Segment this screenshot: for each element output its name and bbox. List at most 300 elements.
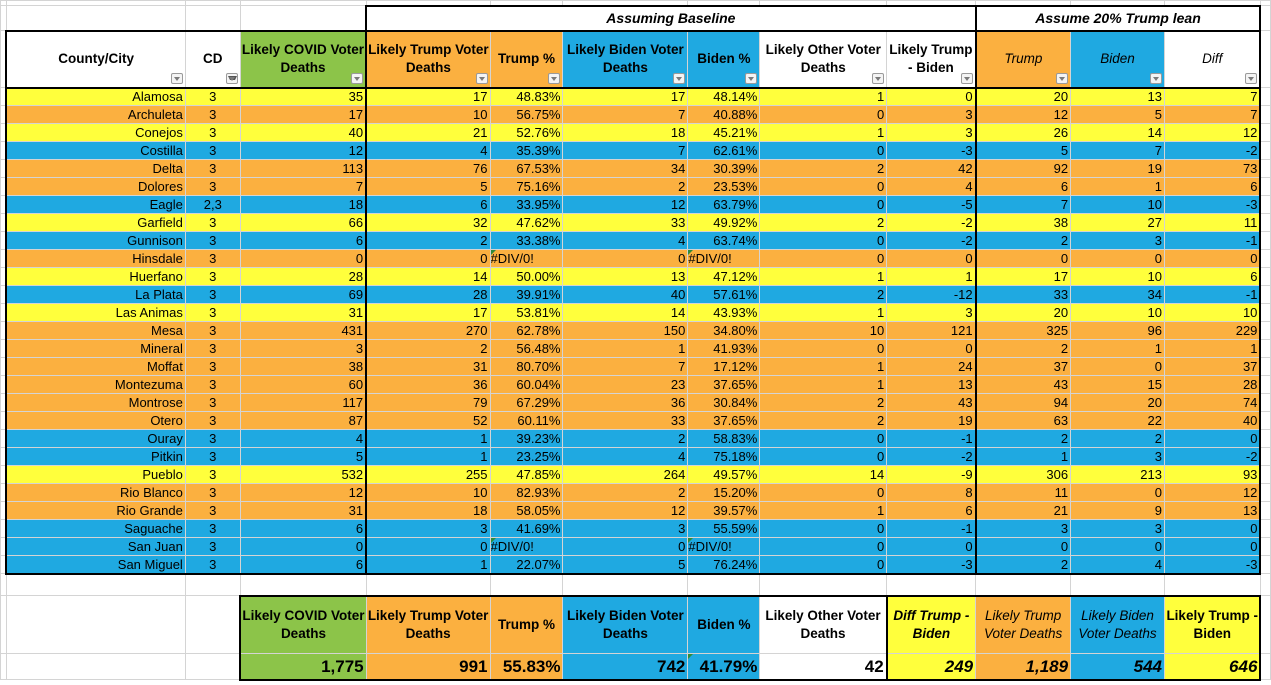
data-cell[interactable]: 14: [760, 466, 887, 484]
data-cell[interactable]: 13: [1071, 88, 1165, 106]
data-cell[interactable]: 53.81%: [490, 304, 563, 322]
total-cell[interactable]: 646: [1165, 654, 1261, 680]
county-name-cell[interactable]: Otero: [6, 412, 185, 430]
data-cell[interactable]: 38: [976, 214, 1071, 232]
data-cell[interactable]: 82.93%: [490, 484, 563, 502]
county-name-cell[interactable]: Costilla: [6, 142, 185, 160]
filter-dropdown-icon[interactable]: [872, 73, 884, 84]
data-cell[interactable]: 37: [976, 358, 1071, 376]
data-cell[interactable]: 92: [976, 160, 1071, 178]
data-cell[interactable]: 2: [366, 340, 490, 358]
data-cell[interactable]: 56.48%: [490, 340, 563, 358]
total-cell[interactable]: 1,775: [240, 654, 366, 680]
total-cell[interactable]: 249: [887, 654, 976, 680]
data-cell[interactable]: 3: [185, 250, 240, 268]
total-cell[interactable]: 1,189: [976, 654, 1071, 680]
empty-cell[interactable]: [1260, 6, 1270, 31]
county-name-cell[interactable]: Gunnison: [6, 232, 185, 250]
data-cell[interactable]: 20: [1071, 394, 1165, 412]
data-cell[interactable]: 24: [887, 358, 976, 376]
data-cell[interactable]: 73: [1165, 160, 1261, 178]
data-cell[interactable]: 22: [1071, 412, 1165, 430]
empty-cell[interactable]: [185, 654, 240, 680]
data-cell[interactable]: 3: [185, 106, 240, 124]
data-cell[interactable]: 7: [976, 196, 1071, 214]
data-cell[interactable]: 96: [1071, 322, 1165, 340]
data-cell[interactable]: 3: [185, 304, 240, 322]
data-cell[interactable]: 63.79%: [688, 196, 760, 214]
header-lean-trump[interactable]: [976, 31, 1071, 88]
data-cell[interactable]: 33: [563, 214, 688, 232]
data-cell[interactable]: 52.76%: [490, 124, 563, 142]
data-cell[interactable]: 0: [1165, 538, 1261, 556]
empty-cell[interactable]: [1260, 31, 1270, 88]
data-cell[interactable]: 13: [563, 268, 688, 286]
data-cell[interactable]: 121: [887, 322, 976, 340]
data-cell[interactable]: 150: [563, 322, 688, 340]
data-cell[interactable]: 1: [1071, 340, 1165, 358]
footer-label[interactable]: Diff Trump - Biden: [887, 596, 976, 654]
data-cell[interactable]: 63: [976, 412, 1071, 430]
county-name-cell[interactable]: Dolores: [6, 178, 185, 196]
data-cell[interactable]: 2: [760, 412, 887, 430]
empty-cell[interactable]: [688, 574, 760, 596]
data-cell[interactable]: 4: [563, 448, 688, 466]
empty-cell[interactable]: [1260, 286, 1270, 304]
empty-cell[interactable]: [240, 574, 366, 596]
data-cell[interactable]: 28: [240, 268, 366, 286]
data-cell[interactable]: -1: [887, 430, 976, 448]
data-cell[interactable]: 12: [1165, 484, 1261, 502]
data-cell[interactable]: 57.61%: [688, 286, 760, 304]
empty-cell[interactable]: [1260, 556, 1270, 574]
data-cell[interactable]: 0: [760, 250, 887, 268]
data-cell[interactable]: -9: [887, 466, 976, 484]
data-cell[interactable]: 17: [240, 106, 366, 124]
data-cell[interactable]: 12: [1165, 124, 1261, 142]
data-cell[interactable]: 41.69%: [490, 520, 563, 538]
data-cell[interactable]: 20: [976, 88, 1071, 106]
empty-cell[interactable]: [1260, 448, 1270, 466]
data-cell[interactable]: 6: [1165, 268, 1261, 286]
data-cell[interactable]: 37.65%: [688, 376, 760, 394]
empty-cell[interactable]: [6, 654, 185, 680]
data-cell[interactable]: 75.18%: [688, 448, 760, 466]
county-name-cell[interactable]: Ouray: [6, 430, 185, 448]
data-cell[interactable]: 0: [760, 106, 887, 124]
data-cell[interactable]: 87: [240, 412, 366, 430]
data-cell[interactable]: 0: [240, 250, 366, 268]
data-cell[interactable]: 67.29%: [490, 394, 563, 412]
filter-dropdown-icon[interactable]: [961, 73, 973, 84]
header-county[interactable]: [6, 31, 185, 88]
data-cell[interactable]: 3: [1071, 232, 1165, 250]
data-cell[interactable]: -5: [887, 196, 976, 214]
data-cell[interactable]: 6: [1165, 178, 1261, 196]
empty-cell[interactable]: [1260, 232, 1270, 250]
empty-cell[interactable]: [1260, 538, 1270, 556]
empty-cell[interactable]: [185, 6, 240, 31]
data-cell[interactable]: -2: [887, 232, 976, 250]
data-cell[interactable]: 255: [366, 466, 490, 484]
empty-cell[interactable]: [1260, 394, 1270, 412]
data-cell[interactable]: 3: [185, 268, 240, 286]
data-cell[interactable]: 80.70%: [490, 358, 563, 376]
county-name-cell[interactable]: Alamosa: [6, 88, 185, 106]
data-cell[interactable]: 2: [563, 430, 688, 448]
empty-cell[interactable]: [1260, 502, 1270, 520]
data-cell[interactable]: 76: [366, 160, 490, 178]
header-lean-diff[interactable]: [1165, 31, 1261, 88]
data-cell[interactable]: 10: [1071, 268, 1165, 286]
data-cell[interactable]: 3: [1071, 520, 1165, 538]
data-cell[interactable]: 47.85%: [490, 466, 563, 484]
total-cell[interactable]: 42: [760, 654, 887, 680]
data-cell[interactable]: -3: [887, 556, 976, 574]
data-cell[interactable]: 60.11%: [490, 412, 563, 430]
footer-label[interactable]: Trump %: [490, 596, 563, 654]
data-cell[interactable]: -2: [887, 214, 976, 232]
data-cell[interactable]: 94: [976, 394, 1071, 412]
empty-cell[interactable]: [1260, 106, 1270, 124]
empty-cell[interactable]: [1260, 268, 1270, 286]
footer-label[interactable]: Biden %: [688, 596, 760, 654]
total-cell[interactable]: 544: [1071, 654, 1165, 680]
data-cell[interactable]: 31: [240, 304, 366, 322]
data-cell[interactable]: 1: [563, 340, 688, 358]
data-cell[interactable]: 23.25%: [490, 448, 563, 466]
data-cell[interactable]: 1: [366, 448, 490, 466]
data-cell[interactable]: 21: [976, 502, 1071, 520]
data-cell[interactable]: -1: [1165, 286, 1261, 304]
empty-cell[interactable]: [1260, 654, 1270, 680]
data-cell[interactable]: 38: [240, 358, 366, 376]
data-cell[interactable]: 56.75%: [490, 106, 563, 124]
data-cell[interactable]: 39.57%: [688, 502, 760, 520]
data-cell[interactable]: 45.21%: [688, 124, 760, 142]
data-cell[interactable]: 7: [563, 142, 688, 160]
data-cell[interactable]: 66: [240, 214, 366, 232]
data-cell[interactable]: 7: [563, 358, 688, 376]
data-cell[interactable]: 79: [366, 394, 490, 412]
data-cell[interactable]: 0: [760, 538, 887, 556]
data-cell[interactable]: 33.38%: [490, 232, 563, 250]
empty-cell[interactable]: [6, 574, 185, 596]
county-name-cell[interactable]: Saguache: [6, 520, 185, 538]
data-cell[interactable]: 1: [760, 304, 887, 322]
data-cell[interactable]: 3: [185, 178, 240, 196]
data-cell[interactable]: 3: [887, 106, 976, 124]
data-cell[interactable]: 12: [976, 106, 1071, 124]
data-cell[interactable]: 3: [185, 232, 240, 250]
data-cell[interactable]: 2: [1071, 430, 1165, 448]
data-cell[interactable]: 43: [976, 376, 1071, 394]
data-cell[interactable]: 5: [366, 178, 490, 196]
data-cell[interactable]: 3: [185, 430, 240, 448]
data-cell[interactable]: 1: [976, 448, 1071, 466]
data-cell[interactable]: 264: [563, 466, 688, 484]
footer-label[interactable]: Likely Biden Voter Deaths: [563, 596, 688, 654]
data-cell[interactable]: 36: [563, 394, 688, 412]
data-cell[interactable]: 76.24%: [688, 556, 760, 574]
data-cell[interactable]: 35.39%: [490, 142, 563, 160]
data-cell[interactable]: 6: [240, 232, 366, 250]
data-cell[interactable]: 1: [760, 502, 887, 520]
filter-dropdown-icon[interactable]: [745, 73, 757, 84]
data-cell[interactable]: 0: [887, 340, 976, 358]
data-cell[interactable]: 32: [366, 214, 490, 232]
empty-cell[interactable]: [887, 574, 976, 596]
data-cell[interactable]: 1: [366, 430, 490, 448]
data-cell[interactable]: 62.78%: [490, 322, 563, 340]
data-cell[interactable]: 10: [366, 106, 490, 124]
data-cell[interactable]: 6: [366, 196, 490, 214]
data-cell[interactable]: 10: [1071, 196, 1165, 214]
data-cell[interactable]: 3: [185, 142, 240, 160]
data-cell[interactable]: 13: [1165, 502, 1261, 520]
data-cell[interactable]: 48.83%: [490, 88, 563, 106]
header-trump-deaths[interactable]: [366, 31, 490, 88]
data-cell[interactable]: 52: [366, 412, 490, 430]
data-cell[interactable]: 3: [1071, 448, 1165, 466]
data-cell[interactable]: 5: [1071, 106, 1165, 124]
data-cell[interactable]: 2: [760, 160, 887, 178]
data-cell[interactable]: 34.80%: [688, 322, 760, 340]
data-cell[interactable]: 37: [1165, 358, 1261, 376]
empty-cell[interactable]: [1260, 304, 1270, 322]
data-cell[interactable]: 3: [185, 394, 240, 412]
data-cell[interactable]: 0: [760, 196, 887, 214]
data-cell[interactable]: 0: [760, 556, 887, 574]
data-cell[interactable]: #DIV/0!: [688, 538, 760, 556]
header-covid-deaths[interactable]: [240, 31, 366, 88]
data-cell[interactable]: 5: [240, 448, 366, 466]
data-cell[interactable]: -12: [887, 286, 976, 304]
data-cell[interactable]: -3: [1165, 556, 1261, 574]
data-cell[interactable]: 33.95%: [490, 196, 563, 214]
data-cell[interactable]: -1: [887, 520, 976, 538]
data-cell[interactable]: 6: [240, 520, 366, 538]
data-cell[interactable]: 12: [563, 196, 688, 214]
footer-label[interactable]: Likely Trump Voter Deaths: [976, 596, 1071, 654]
data-cell[interactable]: 60: [240, 376, 366, 394]
data-cell[interactable]: 12: [563, 502, 688, 520]
data-cell[interactable]: 6: [240, 556, 366, 574]
data-cell[interactable]: 0: [760, 430, 887, 448]
data-cell[interactable]: 2: [563, 484, 688, 502]
data-cell[interactable]: 3: [185, 448, 240, 466]
empty-cell[interactable]: [490, 574, 563, 596]
data-cell[interactable]: 18: [366, 502, 490, 520]
data-cell[interactable]: 49.92%: [688, 214, 760, 232]
data-cell[interactable]: 40.88%: [688, 106, 760, 124]
data-cell[interactable]: 117: [240, 394, 366, 412]
data-cell[interactable]: 0: [760, 142, 887, 160]
county-name-cell[interactable]: Pueblo: [6, 466, 185, 484]
data-cell[interactable]: 113: [240, 160, 366, 178]
data-cell[interactable]: 1: [760, 124, 887, 142]
data-cell[interactable]: 15: [1071, 376, 1165, 394]
data-cell[interactable]: 42: [887, 160, 976, 178]
data-cell[interactable]: 11: [1165, 214, 1261, 232]
data-cell[interactable]: 0: [976, 250, 1071, 268]
empty-cell[interactable]: [1260, 412, 1270, 430]
county-name-cell[interactable]: Archuleta: [6, 106, 185, 124]
data-cell[interactable]: 10: [1071, 304, 1165, 322]
data-cell[interactable]: 17: [366, 88, 490, 106]
data-cell[interactable]: 3: [185, 286, 240, 304]
data-cell[interactable]: 10: [760, 322, 887, 340]
empty-cell[interactable]: [185, 596, 240, 654]
empty-cell[interactable]: [1260, 322, 1270, 340]
data-cell[interactable]: 1: [1165, 340, 1261, 358]
filter-dropdown-icon[interactable]: [476, 73, 488, 84]
data-cell[interactable]: 0: [760, 484, 887, 502]
data-cell[interactable]: 2: [976, 556, 1071, 574]
data-cell[interactable]: 9: [1071, 502, 1165, 520]
data-cell[interactable]: 40: [1165, 412, 1261, 430]
data-cell[interactable]: 3: [240, 340, 366, 358]
data-cell[interactable]: 39.23%: [490, 430, 563, 448]
data-cell[interactable]: 35: [240, 88, 366, 106]
data-cell[interactable]: 23: [563, 376, 688, 394]
data-cell[interactable]: 2,3: [185, 196, 240, 214]
county-name-cell[interactable]: Conejos: [6, 124, 185, 142]
empty-cell[interactable]: [1260, 160, 1270, 178]
data-cell[interactable]: 3: [185, 538, 240, 556]
header-trump-minus-biden[interactable]: [887, 31, 976, 88]
data-cell[interactable]: 5: [976, 142, 1071, 160]
data-cell[interactable]: 43.93%: [688, 304, 760, 322]
empty-cell[interactable]: [1260, 358, 1270, 376]
county-name-cell[interactable]: Montrose: [6, 394, 185, 412]
data-cell[interactable]: 14: [366, 268, 490, 286]
data-cell[interactable]: 2: [760, 214, 887, 232]
data-cell[interactable]: 3: [185, 322, 240, 340]
data-cell[interactable]: 34: [563, 160, 688, 178]
data-cell[interactable]: 0: [760, 178, 887, 196]
data-cell[interactable]: 43: [887, 394, 976, 412]
data-cell[interactable]: 0: [1071, 358, 1165, 376]
data-cell[interactable]: #DIV/0!: [490, 250, 563, 268]
data-cell[interactable]: 213: [1071, 466, 1165, 484]
data-cell[interactable]: -2: [887, 448, 976, 466]
data-cell[interactable]: #DIV/0!: [688, 250, 760, 268]
empty-cell[interactable]: [1260, 178, 1270, 196]
footer-label[interactable]: Likely Biden Voter Deaths: [1071, 596, 1165, 654]
data-cell[interactable]: 17: [366, 304, 490, 322]
data-cell[interactable]: 0: [1071, 484, 1165, 502]
empty-cell[interactable]: [185, 574, 240, 596]
data-cell[interactable]: 532: [240, 466, 366, 484]
data-cell[interactable]: -1: [1165, 232, 1261, 250]
filter-dropdown-icon[interactable]: [171, 73, 183, 84]
data-cell[interactable]: 1: [887, 268, 976, 286]
data-cell[interactable]: 34: [1071, 286, 1165, 304]
data-cell[interactable]: 0: [760, 448, 887, 466]
data-cell[interactable]: 4: [887, 178, 976, 196]
header-trump-pct[interactable]: [490, 31, 563, 88]
data-cell[interactable]: #DIV/0!: [490, 538, 563, 556]
empty-cell[interactable]: [1260, 142, 1270, 160]
data-cell[interactable]: 40: [240, 124, 366, 142]
empty-cell[interactable]: [1260, 196, 1270, 214]
data-cell[interactable]: 67.53%: [490, 160, 563, 178]
county-name-cell[interactable]: Hinsdale: [6, 250, 185, 268]
total-cell[interactable]: 991: [366, 654, 490, 680]
data-cell[interactable]: 3: [185, 412, 240, 430]
data-cell[interactable]: 3: [185, 556, 240, 574]
data-cell[interactable]: 3: [185, 88, 240, 106]
data-cell[interactable]: 2: [760, 286, 887, 304]
data-cell[interactable]: 14: [563, 304, 688, 322]
data-cell[interactable]: 28: [366, 286, 490, 304]
data-cell[interactable]: 15.20%: [688, 484, 760, 502]
data-cell[interactable]: 18: [563, 124, 688, 142]
data-cell[interactable]: 3: [366, 520, 490, 538]
data-cell[interactable]: 7: [1165, 106, 1261, 124]
empty-cell[interactable]: [1260, 124, 1270, 142]
footer-label[interactable]: Likely COVID Voter Deaths: [240, 596, 366, 654]
data-cell[interactable]: 5: [563, 556, 688, 574]
empty-cell[interactable]: [1260, 520, 1270, 538]
county-name-cell[interactable]: Huerfano: [6, 268, 185, 286]
data-cell[interactable]: 4: [240, 430, 366, 448]
data-cell[interactable]: 1: [760, 376, 887, 394]
data-cell[interactable]: 7: [1071, 142, 1165, 160]
data-cell[interactable]: 3: [185, 214, 240, 232]
data-cell[interactable]: 0: [887, 250, 976, 268]
data-cell[interactable]: 4: [366, 142, 490, 160]
data-cell[interactable]: 0: [563, 250, 688, 268]
data-cell[interactable]: 3: [976, 520, 1071, 538]
data-cell[interactable]: 0: [760, 520, 887, 538]
data-cell[interactable]: 36: [366, 376, 490, 394]
data-cell[interactable]: 0: [1165, 250, 1261, 268]
data-cell[interactable]: 1: [760, 358, 887, 376]
data-cell[interactable]: 2: [563, 178, 688, 196]
data-cell[interactable]: 14: [1071, 124, 1165, 142]
data-cell[interactable]: 63.74%: [688, 232, 760, 250]
header-biden-pct[interactable]: [688, 31, 760, 88]
data-cell[interactable]: 37.65%: [688, 412, 760, 430]
total-cell[interactable]: 55.83%: [490, 654, 563, 680]
data-cell[interactable]: 18: [240, 196, 366, 214]
data-cell[interactable]: 2: [976, 232, 1071, 250]
data-cell[interactable]: 0: [887, 538, 976, 556]
data-cell[interactable]: 47.62%: [490, 214, 563, 232]
data-cell[interactable]: 11: [976, 484, 1071, 502]
data-cell[interactable]: 1: [760, 268, 887, 286]
data-cell[interactable]: 50.00%: [490, 268, 563, 286]
data-cell[interactable]: 0: [1165, 520, 1261, 538]
data-cell[interactable]: 30.84%: [688, 394, 760, 412]
data-cell[interactable]: 17: [563, 88, 688, 106]
data-cell[interactable]: 3: [185, 376, 240, 394]
data-cell[interactable]: -2: [1165, 142, 1261, 160]
filter-dropdown-icon[interactable]: [351, 73, 363, 84]
footer-label[interactable]: Likely Trump - Biden: [1165, 596, 1261, 654]
data-cell[interactable]: 0: [1165, 430, 1261, 448]
data-cell[interactable]: 0: [1071, 538, 1165, 556]
data-cell[interactable]: 40: [563, 286, 688, 304]
data-cell[interactable]: 55.59%: [688, 520, 760, 538]
empty-cell[interactable]: [1260, 430, 1270, 448]
data-cell[interactable]: 31: [366, 358, 490, 376]
data-cell[interactable]: 19: [1071, 160, 1165, 178]
data-cell[interactable]: 3: [887, 304, 976, 322]
empty-cell[interactable]: [563, 574, 688, 596]
